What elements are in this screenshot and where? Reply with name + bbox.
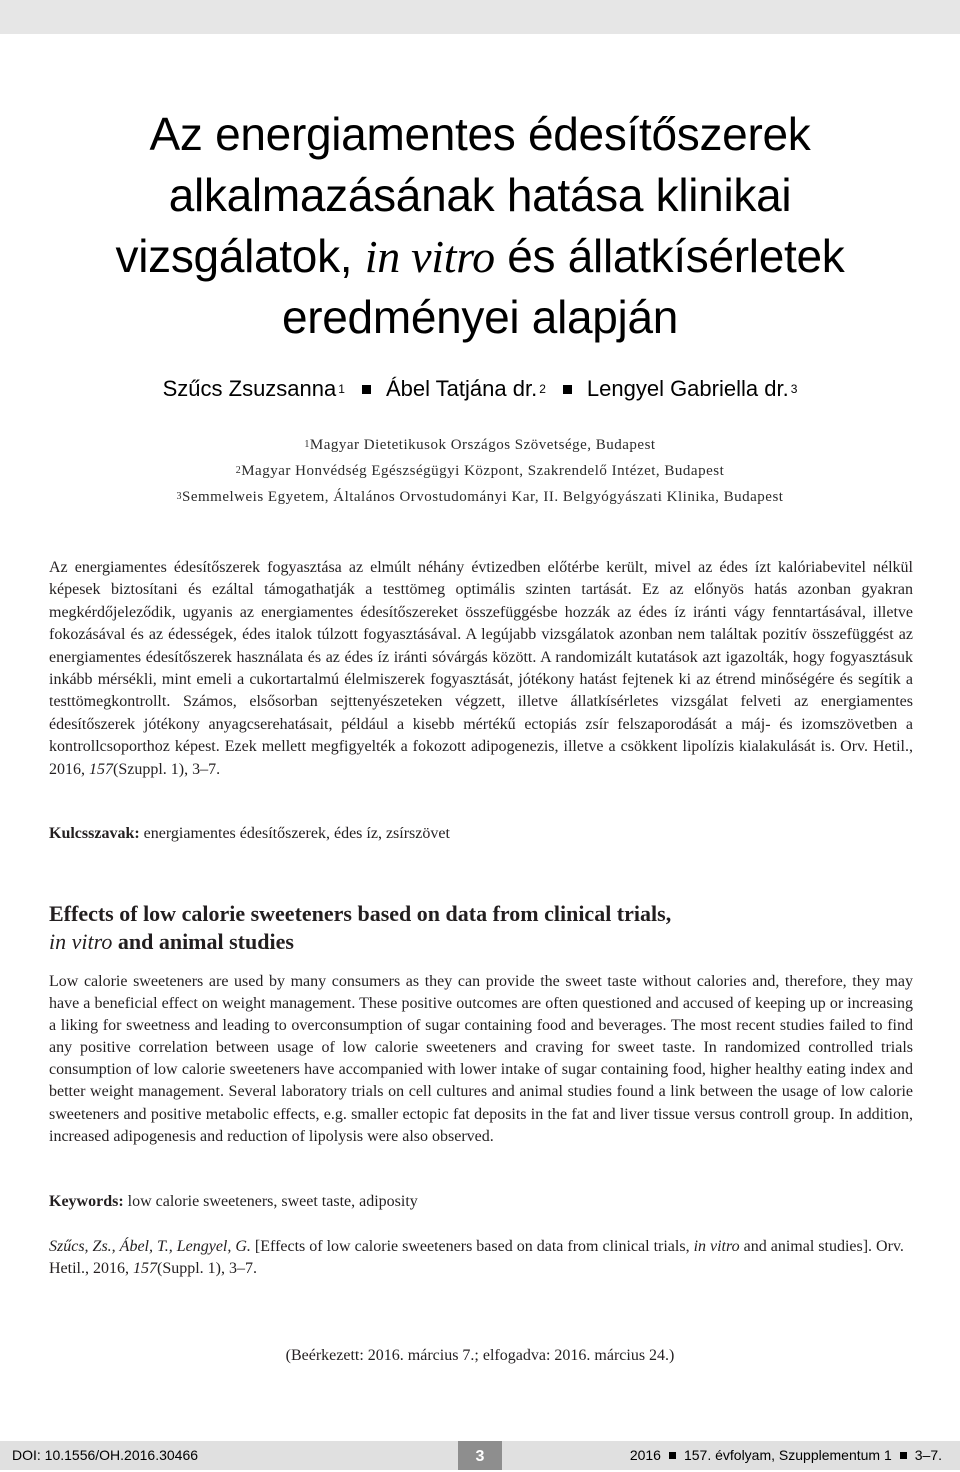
title-line-2: alkalmazásának hatása klinikai xyxy=(168,169,792,221)
citation-authors: Szűcs, Zs., Ábel, T., Lengyel, G. xyxy=(49,1238,251,1255)
affiliation-number: 2 xyxy=(235,465,242,476)
abstract-english-text: Low calorie sweeteners are used by many consumers as they can provide the sweet taste without calories and, therefore, they may have a beneficial effect on weight management. These positive outcomes are often questioned and accused of keeping up or increasing a liking for sweetness and leading to overconsumption of sugar containing food and beverages. The most recent studies failed to find any positive correlation between usage of low calorie sweeteners and craving for sweet taste. In randomized controlled trials consumption of low calorie sweeteners have accompanied with lower intake of sugar containing food, higher healthy eating index and better weight management. Several laboratory trials on cell cultures and animal studies found a link between the usage of low calorie sweeteners and positive metabolic effects, e.g. smaller ectopic fat deposits in the fat and liver tissue versus controll group. In addition, increased adipogenesis and reduction of lipolysis were also observed. xyxy=(49,973,913,1145)
article-title xyxy=(0,104,960,348)
english-title-line-2 xyxy=(49,928,913,956)
separator-square-icon xyxy=(362,385,371,394)
footer-pages: 3–7. xyxy=(914,1447,942,1463)
keywords-hungarian xyxy=(49,823,913,845)
title-line-3-post: és állatkísérletek xyxy=(494,230,845,282)
affiliation-list xyxy=(0,433,960,511)
english-title-line-1: Effects of low calorie sweeteners based on data from clinical trials, xyxy=(49,901,672,926)
author-affil-number: 1 xyxy=(338,382,345,396)
author-name: Lengyel Gabriella dr. xyxy=(586,376,789,401)
affiliation-text: Magyar Honvédség Egészségügyi Központ, Szakrendelő Intézet, Budapest xyxy=(241,463,725,479)
author-affil-number: 3 xyxy=(790,382,798,396)
abstract-english xyxy=(49,971,913,1148)
keywords-label: Kulcsszavak: xyxy=(49,825,140,842)
keywords-english-label: Keywords: xyxy=(49,1193,124,1210)
affiliation xyxy=(0,485,960,511)
separator-square-icon xyxy=(900,1452,907,1459)
author-affil-number: 2 xyxy=(539,382,546,396)
top-band xyxy=(0,0,960,34)
citation-text-end: (Suppl. 1), 3–7. xyxy=(157,1260,257,1278)
author-name: Szűcs Zsuzsanna xyxy=(162,376,337,401)
keywords-english xyxy=(49,1191,913,1213)
abstract-hungarian xyxy=(49,557,913,781)
journal-issue xyxy=(630,1447,942,1463)
doi: DOI: 10.1556/OH.2016.30466 xyxy=(12,1447,199,1463)
english-title-italic: in vitro xyxy=(49,929,113,954)
citation-text: [Effects of low calorie sweeteners based on data from clinical trials, xyxy=(250,1238,694,1255)
abstract-volume: 157 xyxy=(89,760,113,778)
footer-issue: 157. évfolyam, Szupplementum 1 xyxy=(683,1447,892,1463)
affiliation-text: Semmelweis Egyetem, Általános Orvostudományi Kar, II. Belgyógyászati Klinika, Budapest xyxy=(182,489,784,505)
affiliation-number: 3 xyxy=(176,491,183,502)
title-line-4: eredményei alapján xyxy=(281,291,679,343)
abstract-text: Az energiamentes édesítőszerek fogyasztása az elmúlt néhány évtizedben előtérbe került, mivel az édes ízt kalóriabevitel nélkül képesek biztosítani és ezáltal támogathatják a testtömeg optimális szinten tartását. Ez az előnyös hatás azonban gyakran megkérdőjeleződik, ugyanis az energiamentes édesítőszereket összefüggésbe hozzák az édes íz iránti vágy fenntartásával, illetve fokozásával és az édességek, édes italok túlzott fogyasztásával. A legújabb vizsgálatok azonban nem találtak pozitív összefüggést az energiamentes édesítőszerek használata és az édes íz iránti sóvárgás között. A randomizált kutatások azt igazolták, hogy fogyasztásuk inkább mérsékli, mint emeli a cukortartalmú élelmiszerek fogyasztását, jótékony hatást fejtenek ki az étrend minőségére és segítik a testtömegkontrollt. Számos, elsősorban sejttenyészeteken végzett, illetve állatkísérletes vizsgálat felveti az energiamentes édesítőszerek jótékony anyagcserehatásait, például a kisebb mértékű ectopiás zsír felszaporodását a máj- és izomszövetben a kontrollcsoporthoz képest. Ezek mellett megfigyelték a fokozott adipogenezis, illetve a csökkent lipolízis kialakulását is. Orv. Hetil., 2016, xyxy=(49,559,913,778)
affiliation xyxy=(0,433,960,459)
author-name: Ábel Tatjána dr. xyxy=(385,376,538,401)
english-title xyxy=(49,900,913,956)
citation-volume: 157 xyxy=(133,1260,157,1278)
citation-italic: in vitro xyxy=(693,1238,740,1255)
page-number: 3 xyxy=(458,1441,502,1470)
separator-square-icon xyxy=(669,1452,676,1459)
english-title-line-2-post: and animal studies xyxy=(112,929,294,954)
keywords-english-text: low calorie sweeteners, sweet taste, adiposity xyxy=(123,1193,418,1210)
title-line-3 xyxy=(0,226,960,287)
affiliation-number: 1 xyxy=(304,439,310,450)
citation xyxy=(49,1236,913,1281)
abstract-text-end: (Szuppl. 1), 3–7. xyxy=(113,760,221,778)
title-line-1: Az energiamentes édesítőszerek xyxy=(149,108,811,160)
citation-text: and animal studies]. Orv. Hetil., 2016, xyxy=(49,1238,904,1278)
footer-year: 2016 xyxy=(629,1447,661,1463)
title-line-3-pre: vizsgálatok, xyxy=(115,230,365,282)
keywords-text: energiamentes édesítőszerek, édes íz, zsírszövet xyxy=(139,825,450,842)
separator-square-icon xyxy=(563,385,572,394)
affiliation xyxy=(0,459,960,485)
author-list xyxy=(0,376,960,402)
received-dates: (Beérkezett: 2016. március 7.; elfogadva: 2016. március 24.) xyxy=(285,1347,675,1364)
affiliation-text: Magyar Dietetikusok Országos Szövetsége, Budapest xyxy=(309,437,656,453)
abstract-paragraph xyxy=(49,557,913,781)
title-italic: in vitro xyxy=(364,231,495,282)
page-footer xyxy=(0,1441,960,1470)
